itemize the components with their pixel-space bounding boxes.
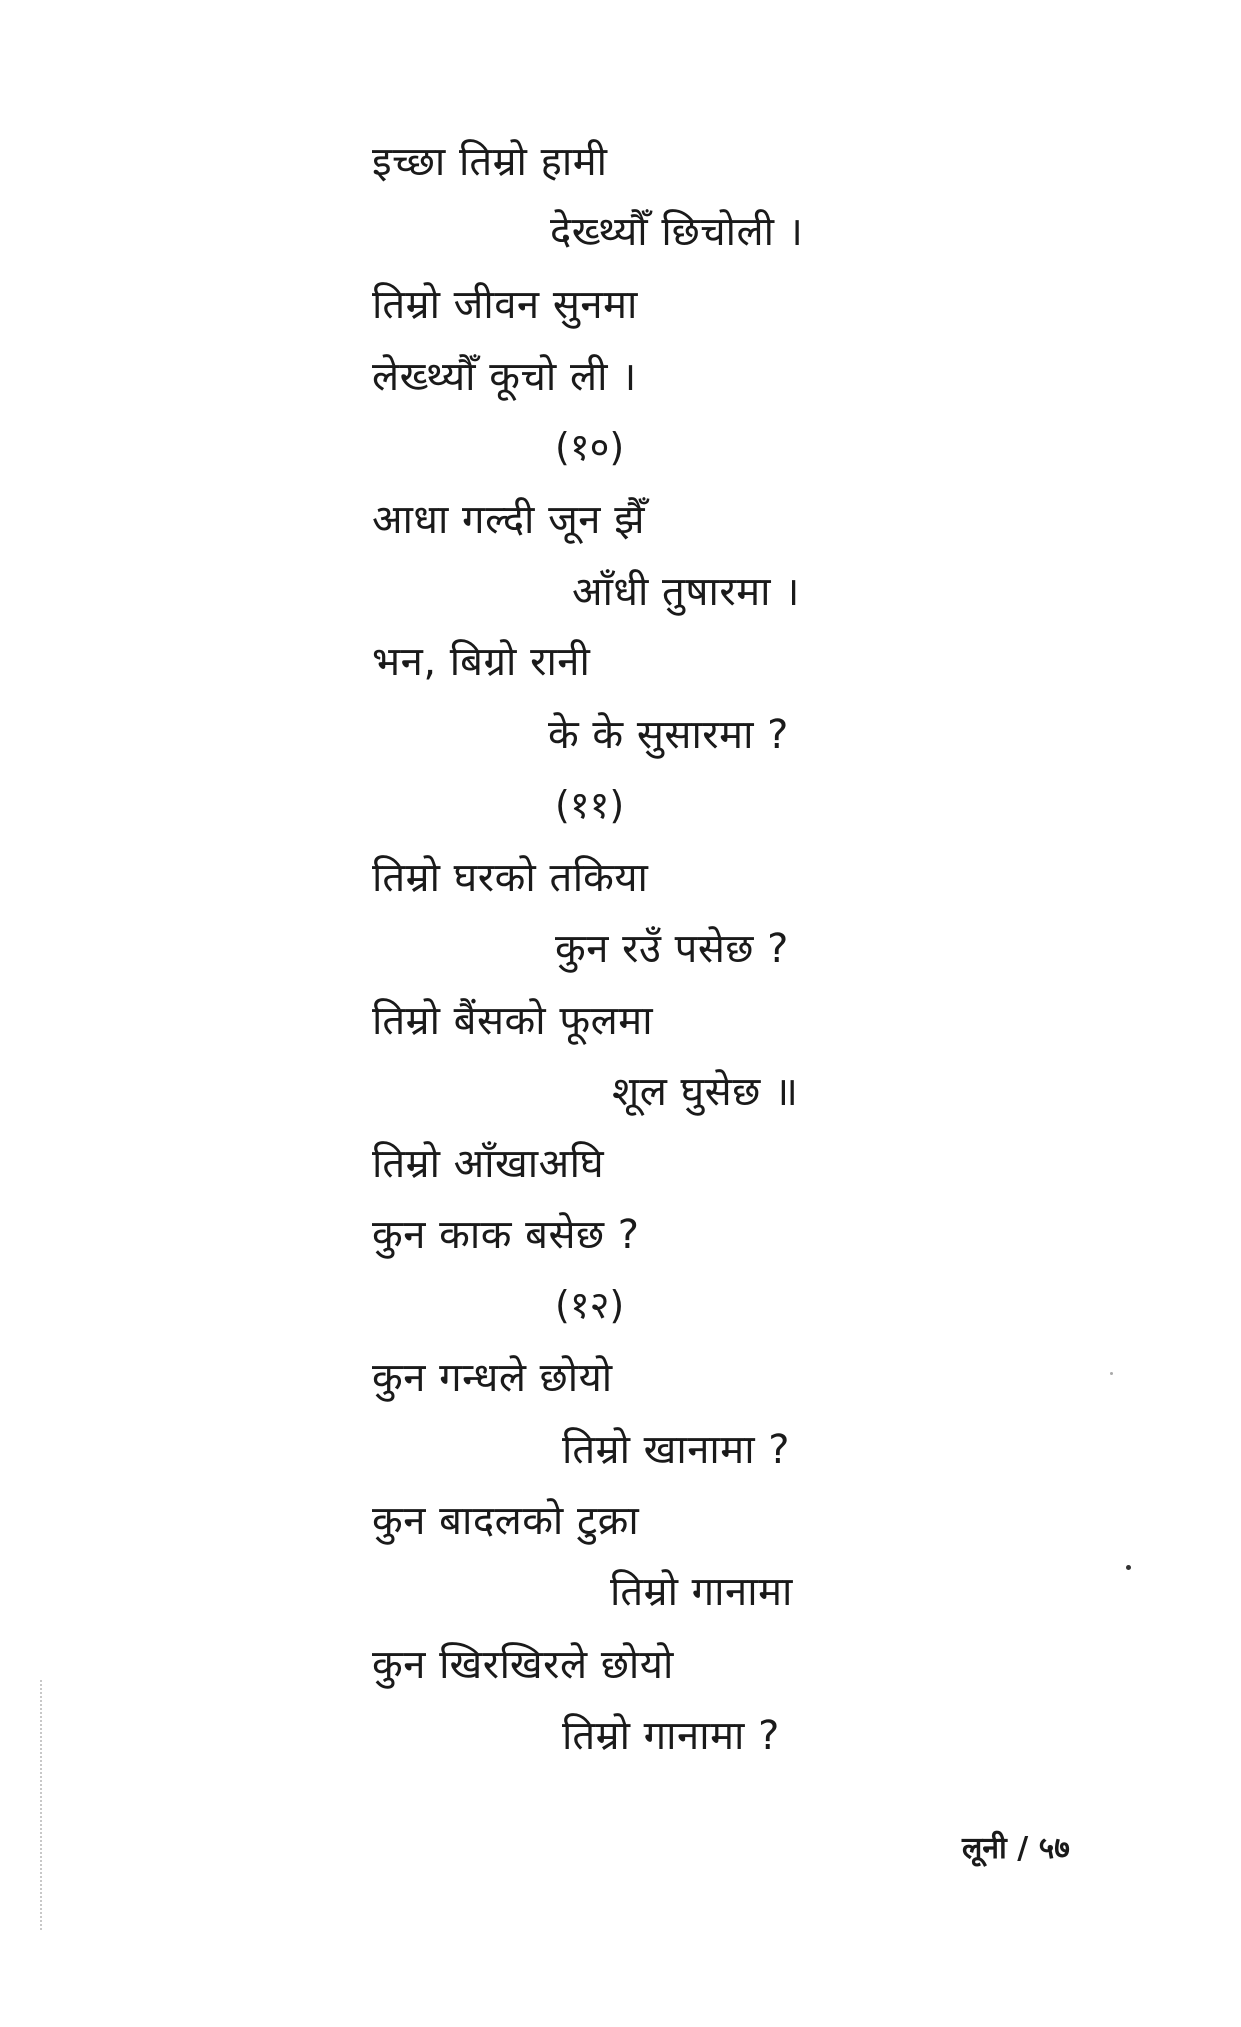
- poem-line: तिम्रो जीवन सुनमा: [372, 282, 638, 328]
- poem-line: के के सुसारमा ?: [548, 712, 789, 758]
- poem-line: कुन गन्धले छोयो: [372, 1355, 613, 1401]
- poem-line: लेख्थ्यौँ कूचो ली ।: [372, 354, 637, 400]
- poem-line: कुन काक बसेछ ?: [372, 1212, 640, 1258]
- poem-line: तिम्रो गानामा: [610, 1569, 793, 1615]
- poem-line: तिम्रो खानामा ?: [562, 1427, 791, 1473]
- poem-line: कुन बादलको टुक्रा: [372, 1498, 640, 1544]
- stanza-number: (११): [555, 783, 625, 827]
- poem-line: तिम्रो आँखाअघि: [372, 1141, 605, 1187]
- stanza-number: (१२): [555, 1283, 625, 1327]
- scan-edge-noise: [40, 1680, 60, 1930]
- scan-speck: [1126, 1565, 1131, 1570]
- poem-line: कुन रउँ पसेछ ?: [555, 926, 789, 972]
- poem-line: तिम्रो बैंसको फूलमा: [372, 998, 654, 1044]
- poem-line: कुन खिरखिरले छोयो: [372, 1642, 674, 1688]
- poem-line: शूल घुसेछ ॥: [612, 1069, 799, 1115]
- poem-line: देख्थ्यौँ छिचोली ।: [550, 209, 804, 255]
- poem-line: तिम्रो गानामा ?: [562, 1713, 780, 1759]
- poem-line: इच्छा तिम्रो हामी: [372, 139, 608, 185]
- scan-speck: [1110, 1372, 1113, 1375]
- stanza-number: (१०): [555, 425, 625, 469]
- poem-line: तिम्रो घरको तकिया: [372, 855, 649, 901]
- poem-line: भन, बिग्रो रानी: [372, 639, 591, 685]
- poem-line: आँधी तुषारमा ।: [572, 569, 800, 615]
- poem-line: आधा गल्दी जून झैँ: [372, 497, 645, 543]
- page-footer: लूनी / ५७: [962, 1831, 1070, 1866]
